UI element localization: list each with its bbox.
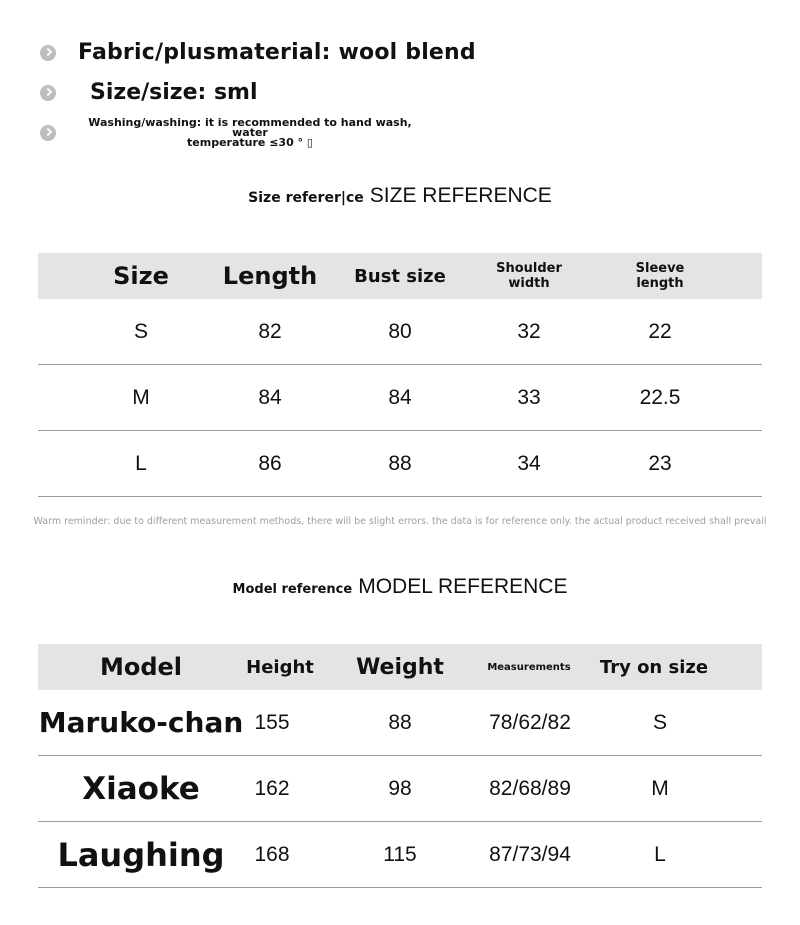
size-reference-label: Size referer|ce <box>248 190 364 206</box>
header-bust-size: Bust size <box>354 265 446 287</box>
model-reference-heading <box>0 575 800 599</box>
header-size: Size <box>113 262 169 290</box>
table-row <box>38 365 762 431</box>
cell-length: 82 <box>258 319 282 343</box>
cell-measurements: 87/73/94 <box>489 842 571 866</box>
chevron-right-circle-icon <box>40 125 56 141</box>
spec-washing <box>40 118 415 148</box>
size-table-header <box>38 253 762 299</box>
table-row <box>38 431 762 497</box>
cell-bust-size: 80 <box>388 319 412 343</box>
header-shoulder-width: Shoulder width <box>496 261 562 291</box>
header-length: Length <box>222 262 318 290</box>
cell-bust-size: 88 <box>388 451 412 475</box>
warm-reminder-note: Warm reminder: due to different measurement methods, there will be slight errors. the data is for reference only. the actual product received shall prevail <box>33 516 767 527</box>
cell-sleeve-length: 23 <box>648 451 672 475</box>
cell-sleeve-length: 22.5 <box>639 385 681 409</box>
spec-washing-text <box>85 118 415 148</box>
header-measurements: Measurements <box>487 661 571 673</box>
spec-size <box>40 80 258 105</box>
cell-weight: 88 <box>388 710 412 734</box>
spec-washing-line2: temperature ≤30 ° ▯ <box>187 136 313 149</box>
cell-size: M <box>132 385 150 409</box>
header-sleeve-length: Sleeve length <box>635 261 685 291</box>
cell-height: 168 <box>254 842 290 866</box>
cell-length: 86 <box>258 451 282 475</box>
size-table <box>38 253 762 497</box>
size-reference-title: SIZE REFERENCE <box>369 184 552 207</box>
spec-washing-line1: Washing/washing: it is recommended to hand wash, water <box>88 116 412 139</box>
cell-length: 84 <box>258 385 282 409</box>
cell-model: Maruko-chan <box>38 706 244 739</box>
cell-shoulder-width: 34 <box>517 451 541 475</box>
header-model: Model <box>99 653 183 681</box>
table-row <box>38 690 762 756</box>
spec-fabric <box>40 40 476 65</box>
cell-sleeve-length: 22 <box>648 319 672 343</box>
header-height: Height <box>246 656 314 678</box>
header-try-on-size: Try on size <box>599 656 709 678</box>
cell-weight: 115 <box>383 842 417 866</box>
cell-weight: 98 <box>388 776 412 800</box>
cell-shoulder-width: 33 <box>517 385 541 409</box>
model-reference-title: MODEL REFERENCE <box>358 575 568 598</box>
cell-size: S <box>133 319 148 343</box>
cell-model: Laughing <box>57 835 225 874</box>
model-reference-label: Model reference <box>232 582 353 597</box>
table-row <box>38 822 762 888</box>
chevron-right-circle-icon <box>40 45 56 61</box>
cell-try-on-size: L <box>654 842 666 866</box>
cell-height: 162 <box>254 776 290 800</box>
table-row <box>38 299 762 365</box>
chevron-right-circle-icon <box>40 85 56 101</box>
cell-shoulder-width: 32 <box>517 319 541 343</box>
cell-measurements: 78/62/82 <box>489 710 571 734</box>
cell-model: Xiaoke <box>82 770 200 807</box>
spec-fabric-text: Fabric/plusmaterial: wool blend <box>78 40 476 65</box>
size-reference-heading <box>0 184 800 208</box>
cell-bust-size: 84 <box>388 385 412 409</box>
header-weight: Weight <box>356 654 444 680</box>
model-table <box>38 644 762 888</box>
cell-height: 155 <box>254 710 290 734</box>
cell-try-on-size: S <box>652 710 667 734</box>
spec-size-text: Size/size: sml <box>90 80 258 105</box>
table-row <box>38 756 762 822</box>
model-table-header <box>38 644 762 690</box>
cell-try-on-size: M <box>651 776 669 800</box>
cell-measurements: 82/68/89 <box>489 776 571 800</box>
cell-size: L <box>135 451 147 475</box>
